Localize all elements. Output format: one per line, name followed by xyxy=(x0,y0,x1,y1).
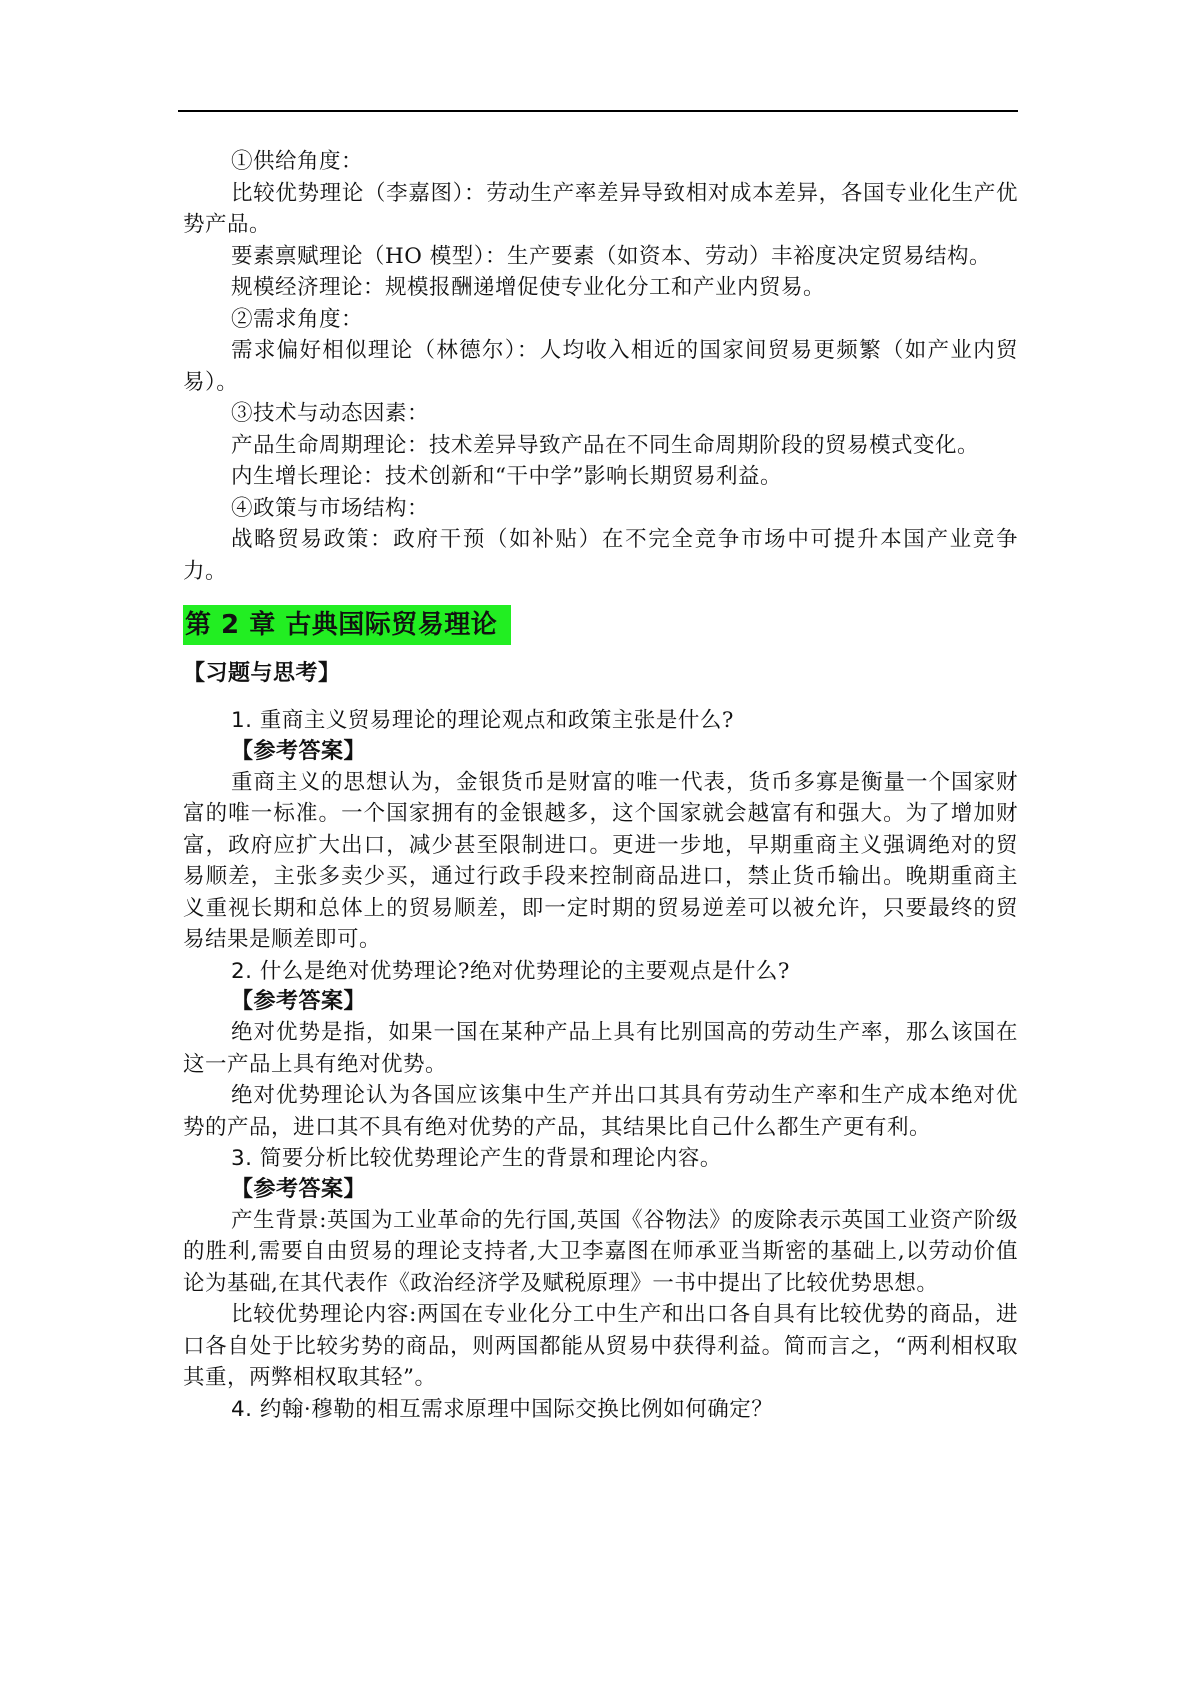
question-3 xyxy=(183,1143,1018,1175)
section-title: 【习题与思考】 xyxy=(183,661,341,686)
answer-paragraph: 产生背景:英国为工业革命的先行国,英国《谷物法》的废除表示英国工业资产阶级的胜利,需要自由贸易的理论支持者,大卫李嘉图在师承亚当斯密的基础上,以劳动价值论为基础,在其代表作《政治经济学及赋税原理》一书中提出了比较优势思想。 xyxy=(183,1207,1018,1296)
document-body xyxy=(183,146,1018,1425)
answer-label: 【参考答案】 xyxy=(231,1176,367,1202)
question-text: 什么是绝对优势理论?绝对优势理论的主要观点是什么? xyxy=(259,958,790,984)
paragraph: 要素禀赋理论（HO 模型）：生产要素（如资本、劳动）丰裕度决定贸易结构。 xyxy=(231,243,991,269)
question-text: 约翰·穆勒的相互需求原理中国际交换比例如何确定？ xyxy=(259,1396,774,1422)
paragraph: 需求偏好相似理论（林德尔）：人均收入相近的国家间贸易更频繁（如产业内贸易）。 xyxy=(183,338,1018,395)
paragraph: 规模经济理论：规模报酬递增促使专业化分工和产业内贸易。 xyxy=(231,275,826,300)
question-4 xyxy=(183,1394,1018,1426)
answer-paragraph: 比较优势理论内容:两国在专业化分工中生产和出口各自具有比较优势的商品，进口各自处于比较劣势的商品，则两国都能从贸易中获得利益。简而言之，“两利相权取其重，两弊相权取其轻”。 xyxy=(183,1302,1018,1390)
chapter-heading-wrap xyxy=(183,605,1018,645)
question-number: 2. xyxy=(231,958,253,984)
paragraph: 比较优势理论（李嘉图）：劳动生产率差异导致相对成本差异，各国专业化生产优势产品。 xyxy=(183,180,1018,237)
paragraph: ④政策与市场结构： xyxy=(231,495,430,521)
paragraph: ①供给角度： xyxy=(231,149,364,174)
paragraph: 战略贸易政策：政府干预（如补贴）在不完全竞争市场中可提升本国产业竞争力。 xyxy=(183,527,1018,584)
header-rule xyxy=(178,110,1018,112)
chapter-title: 第 2 章 古典国际贸易理论 xyxy=(183,605,511,645)
answer-paragraph: 绝对优势是指，如果一国在某种产品上具有比别国高的劳动生产率，那么该国在这一产品上具有绝对优势。 xyxy=(183,1020,1018,1077)
paragraph: 内生增长理论：技术创新和“干中学”影响长期贸易利益。 xyxy=(231,464,782,489)
answer-label: 【参考答案】 xyxy=(231,989,367,1014)
question-text: 简要分析比较优势理论产生的背景和理论内容。 xyxy=(259,1146,722,1171)
paragraph: ③技术与动态因素： xyxy=(231,401,430,426)
question-number: 4. xyxy=(231,1396,253,1422)
question-text: 重商主义贸易理论的理论观点和政策主张是什么? xyxy=(259,708,734,733)
paragraph: ②需求角度： xyxy=(231,306,364,332)
question-number: 3. xyxy=(231,1146,253,1171)
question-number: 1. xyxy=(231,708,253,733)
paragraph: 产品生命周期理论：技术差异导致产品在不同生命周期阶段的贸易模式变化。 xyxy=(231,432,980,458)
question-1 xyxy=(183,705,1018,737)
answer-paragraph: 重商主义的思想认为，金银货币是财富的唯一代表，货币多寡是衡量一个国家财富的唯一标准。一个国家拥有的金银越多，这个国家就会越富有和强大。为了增加财富，政府应扩大出口，减少甚至限制进口。更进一步地，早期重商主义强调绝对的贸易顺差，主张多卖少买，通过行政手段来控制商品进口，禁止货币输出。晚期重商主义重视长期和总体上的贸易顺差，即一定时期的贸易逆差可以被允许，只要最终的贸易结果是顺差即可。 xyxy=(183,769,1018,952)
answer-label: 【参考答案】 xyxy=(231,738,367,764)
question-2 xyxy=(183,956,1018,988)
answer-paragraph: 绝对优势理论认为各国应该集中生产并出口其具有劳动生产率和生产成本绝对优势的产品，进口其不具有绝对优势的产品，其结果比自己什么都生产更有利。 xyxy=(183,1083,1018,1140)
